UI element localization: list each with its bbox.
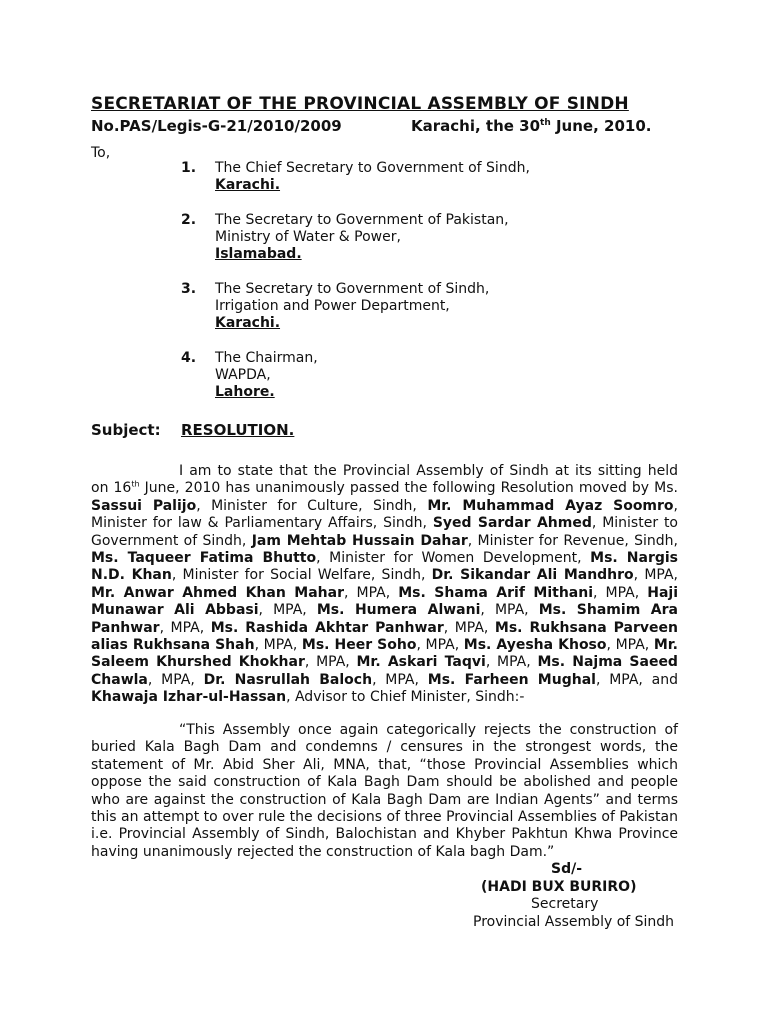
- member-name: Haji Munawar Ali Abbasi: [91, 584, 678, 619]
- paragraph-text: , MPA,: [416, 637, 464, 654]
- member-name: Mr. Muhammad Ayaz Soomro: [427, 497, 674, 514]
- paragraph-text: , MPA,: [485, 654, 538, 671]
- member-name: Mr. Askari Taqvi: [356, 654, 486, 671]
- signatory-office: Provincial Assembly of Sindh: [473, 914, 675, 930]
- paragraph-text: , MPA,: [254, 637, 302, 654]
- superscript: th: [131, 479, 140, 489]
- member-name: Khawaja Izhar-ul-Hassan: [91, 689, 287, 706]
- member-name: Dr. Nasrullah Baloch: [203, 671, 373, 688]
- addressee-line: The Secretary to Government of Sindh,: [215, 281, 490, 297]
- paragraph-text: June, 2010 has unanimously passed the following Resolution moved by Ms.: [139, 480, 678, 497]
- addressee-line: The Chief Secretary to Government of Sindh,: [215, 160, 530, 176]
- paragraph-text: , Minister for Women Development,: [316, 550, 591, 567]
- paragraph-text: I am to state that the Provincial Assembly of Sindh at its sitting held on 16: [91, 463, 678, 497]
- paragraph-text: , MPA,: [480, 602, 539, 619]
- member-name: Mr. Saleem Khurshed Khokhar: [91, 637, 679, 671]
- letter-date: Karachi, the 30th June, 2010.: [411, 117, 652, 135]
- paragraph-text: , MPA,: [593, 584, 648, 601]
- reference-line: [91, 117, 652, 135]
- member-name: Mr. Anwar Ahmed Khan Mahar: [91, 584, 344, 601]
- addressee-line: The Chairman,: [215, 350, 318, 366]
- paragraph-text: , MPA,: [344, 584, 399, 601]
- letterhead-title: SECRETARIAT OF THE PROVINCIAL ASSEMBLY OF SINDH: [91, 94, 629, 114]
- member-name: Ms. Rukhsana Parveen alias Rukhsana Shah: [91, 619, 678, 654]
- member-name: Sassui Palijo: [91, 497, 197, 514]
- addressee-number: 4.: [181, 350, 197, 366]
- to-label: To,: [91, 145, 111, 161]
- reference-number: No.PAS/Legis-G-21/2010/2009: [91, 117, 342, 135]
- member-name: Ms. Rashida Akhtar Panhwar: [210, 619, 444, 636]
- addressee-line: WAPDA,: [215, 367, 271, 383]
- member-name: Ms. Taqueer Fatima Bhutto: [91, 550, 317, 567]
- member-name: Ms. Nargis N.D. Khan: [91, 550, 678, 584]
- paragraph-text: , Advisor to Chief Minister, Sindh:-: [286, 689, 525, 706]
- resolution-text-paragraph: “This Assembly once again categorically rejects the construction of buried Kala Bagh Dam and condemns / censures in the strongest words, the statement of Mr. Abid Sher Ali, MNA, that, “those Provincial Assemblies which oppose the said construction of Kala Bagh Dam should be abolished and people who are against the construction of Kala Bagh Dam are Indian Agents” and terms this an attempt to over rule the decisions of three Provincial Assemblies of Pakistan i.e. Provincial Assembly of Sindh, Balochistan and Khyber Pakhtun Khwa Province having unanimously rejected the construction of Kala bagh Dam.”: [91, 722, 678, 860]
- paragraph-text: , MPA, and: [595, 671, 678, 688]
- addressee-line: Ministry of Water & Power,: [215, 229, 401, 245]
- addressee-line: The Secretary to Government of Pakistan,: [215, 212, 509, 228]
- addressee-2: [181, 212, 601, 263]
- addressee-place: Islamabad.: [215, 246, 302, 262]
- paragraph-text: , MPA,: [147, 671, 204, 688]
- addressee-number: 3.: [181, 281, 197, 297]
- paragraph-text: , MPA,: [372, 671, 428, 688]
- paragraph-text: , MPA,: [606, 637, 654, 654]
- subject-value: RESOLUTION.: [181, 421, 295, 439]
- addressee-number: 2.: [181, 212, 197, 228]
- addressee-place: Karachi.: [215, 315, 281, 331]
- member-name: Ms. Ayesha Khoso: [463, 637, 607, 654]
- paragraph-text: , Minister for law & Parliamentary Affairs, Sindh,: [91, 497, 678, 532]
- paragraph-text: , Minister to Government of Sindh,: [91, 515, 678, 549]
- member-name: Ms. Shama Arif Mithani: [398, 584, 594, 601]
- subject-label: Subject:: [91, 421, 161, 439]
- addressee-line: Irrigation and Power Department,: [215, 298, 450, 314]
- addressee-number: 1.: [181, 160, 197, 176]
- paragraph-text: , MPA,: [304, 654, 357, 671]
- member-name: Ms. Heer Soho: [301, 637, 417, 654]
- paragraph-text: , Minister for Social Welfare, Sindh,: [171, 567, 432, 584]
- member-name: Syed Sardar Ahmed: [432, 515, 592, 532]
- addressee-1: [181, 160, 601, 194]
- addressee-place: Karachi.: [215, 177, 281, 193]
- member-name: Ms. Najma Saeed Chawla: [91, 654, 678, 688]
- signatory-designation: Secretary: [531, 896, 599, 912]
- addressee-place: Lahore.: [215, 384, 275, 400]
- paragraph-text: , Minister for Revenue, Sindh,: [467, 532, 679, 549]
- member-name: Jam Mehtab Hussain Dahar: [251, 532, 468, 549]
- resolution-intro-paragraph: [91, 463, 678, 707]
- member-name: Ms. Humera Alwani: [316, 602, 481, 619]
- member-name: Ms. Farheen Mughal: [427, 671, 596, 688]
- paragraph-text: , MPA,: [159, 619, 211, 636]
- paragraph-text: , MPA,: [443, 619, 495, 636]
- paragraph-text: , MPA,: [258, 602, 317, 619]
- addressee-3: [181, 281, 601, 332]
- signature-mark: Sd/-: [551, 861, 583, 877]
- member-name: Dr. Sikandar Ali Mandhro: [431, 567, 634, 584]
- paragraph-text: , MPA,: [633, 567, 678, 584]
- paragraph-text: , Minister for Culture, Sindh,: [196, 497, 428, 514]
- addressee-4: [181, 350, 601, 401]
- member-name: Ms. Shamim Ara Panhwar: [91, 602, 678, 636]
- signatory-name: (HADI BUX BURIRO): [481, 879, 637, 895]
